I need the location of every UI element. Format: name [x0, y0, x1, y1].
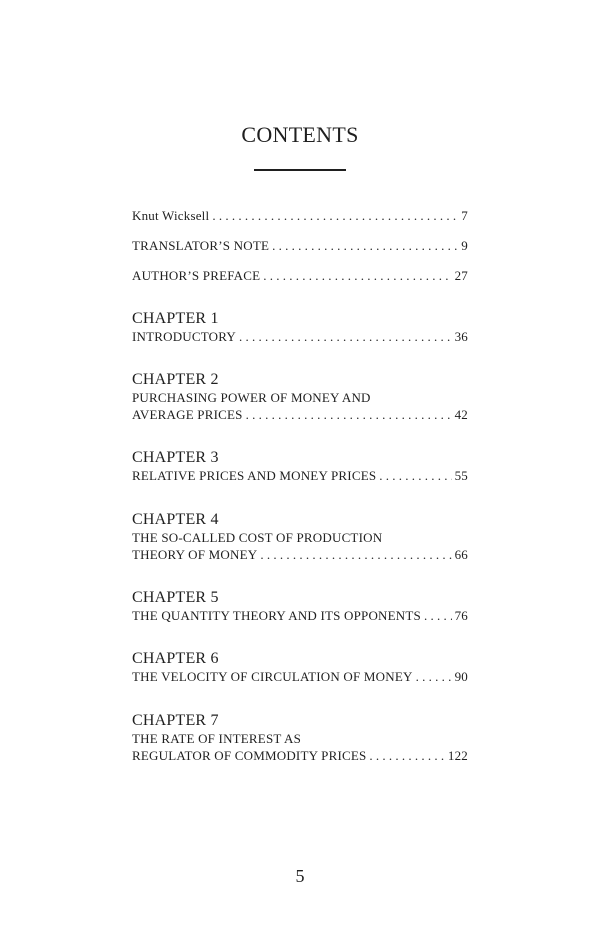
toc-chapter-3[interactable]	[132, 448, 468, 484]
chapter-title: THE QUANTITY THEORY AND ITS OPPONENTS	[132, 608, 421, 623]
dot-leader	[239, 328, 452, 345]
chapter-page: 55	[454, 468, 468, 483]
toc-entry-page: 7	[461, 208, 468, 223]
chapter-page: 76	[454, 608, 468, 623]
toc-chapter-1[interactable]	[132, 309, 468, 345]
dot-leader	[263, 267, 451, 284]
dot-leader	[369, 747, 444, 764]
page-title: CONTENTS	[241, 122, 359, 147]
title-rule	[254, 169, 346, 171]
toc-entry-knut-wicksell[interactable]	[132, 207, 468, 224]
toc-chapter-6[interactable]	[132, 649, 468, 685]
chapter-title: RELATIVE PRICES AND MONEY PRICES	[132, 468, 377, 483]
chapter-heading: CHAPTER 7	[132, 712, 219, 729]
toc-entry-authors-preface[interactable]	[132, 267, 468, 284]
chapter-heading: CHAPTER 2	[132, 371, 219, 388]
toc-entry-page: 9	[461, 238, 468, 253]
chapter-title: REGULATOR OF COMMODITY PRICES	[132, 748, 367, 763]
chapter-page: 36	[454, 329, 468, 344]
toc-entry-label: TRANSLATOR’S NOTE	[132, 238, 270, 253]
chapter-heading: CHAPTER 6	[132, 650, 219, 667]
toc-entry-translators-note[interactable]	[132, 237, 468, 254]
chapter-title: THEORY OF MONEY	[132, 547, 258, 562]
chapter-page: 90	[454, 669, 468, 684]
chapter-title: THE RATE OF INTEREST AS	[132, 731, 302, 746]
chapter-heading: CHAPTER 5	[132, 589, 219, 606]
chapter-title: THE VELOCITY OF CIRCULATION OF MONEY	[132, 669, 413, 684]
toc-entry-label: Knut Wicksell	[132, 208, 210, 223]
dot-leader	[416, 668, 452, 685]
toc-chapter-5[interactable]	[132, 588, 468, 624]
dot-leader	[424, 607, 452, 624]
chapter-title: THE SO-CALLED COST OF PRODUCTION	[132, 530, 383, 545]
chapter-title: PURCHASING POWER OF MONEY AND	[132, 390, 371, 405]
dot-leader	[260, 546, 451, 563]
dot-leader	[272, 237, 458, 254]
chapter-page: 66	[454, 547, 468, 562]
chapter-heading: CHAPTER 4	[132, 511, 219, 528]
toc-chapter-2[interactable]	[132, 370, 468, 423]
chapter-page: 42	[454, 407, 468, 422]
dot-leader	[246, 406, 452, 423]
chapter-heading: CHAPTER 1	[132, 310, 219, 327]
chapter-heading: CHAPTER 3	[132, 449, 219, 466]
chapter-title: AVERAGE PRICES	[132, 407, 243, 422]
toc-chapter-7[interactable]	[132, 711, 468, 764]
chapter-page: 122	[447, 748, 468, 763]
toc-entry-page: 27	[454, 268, 468, 283]
toc-chapter-4[interactable]	[132, 510, 468, 563]
page-number: 5	[295, 866, 305, 886]
dot-leader	[379, 467, 451, 484]
toc-entry-label: AUTHOR’S PREFACE	[132, 268, 261, 283]
chapter-title: INTRODUCTORY	[132, 329, 237, 344]
dot-leader	[212, 207, 458, 224]
